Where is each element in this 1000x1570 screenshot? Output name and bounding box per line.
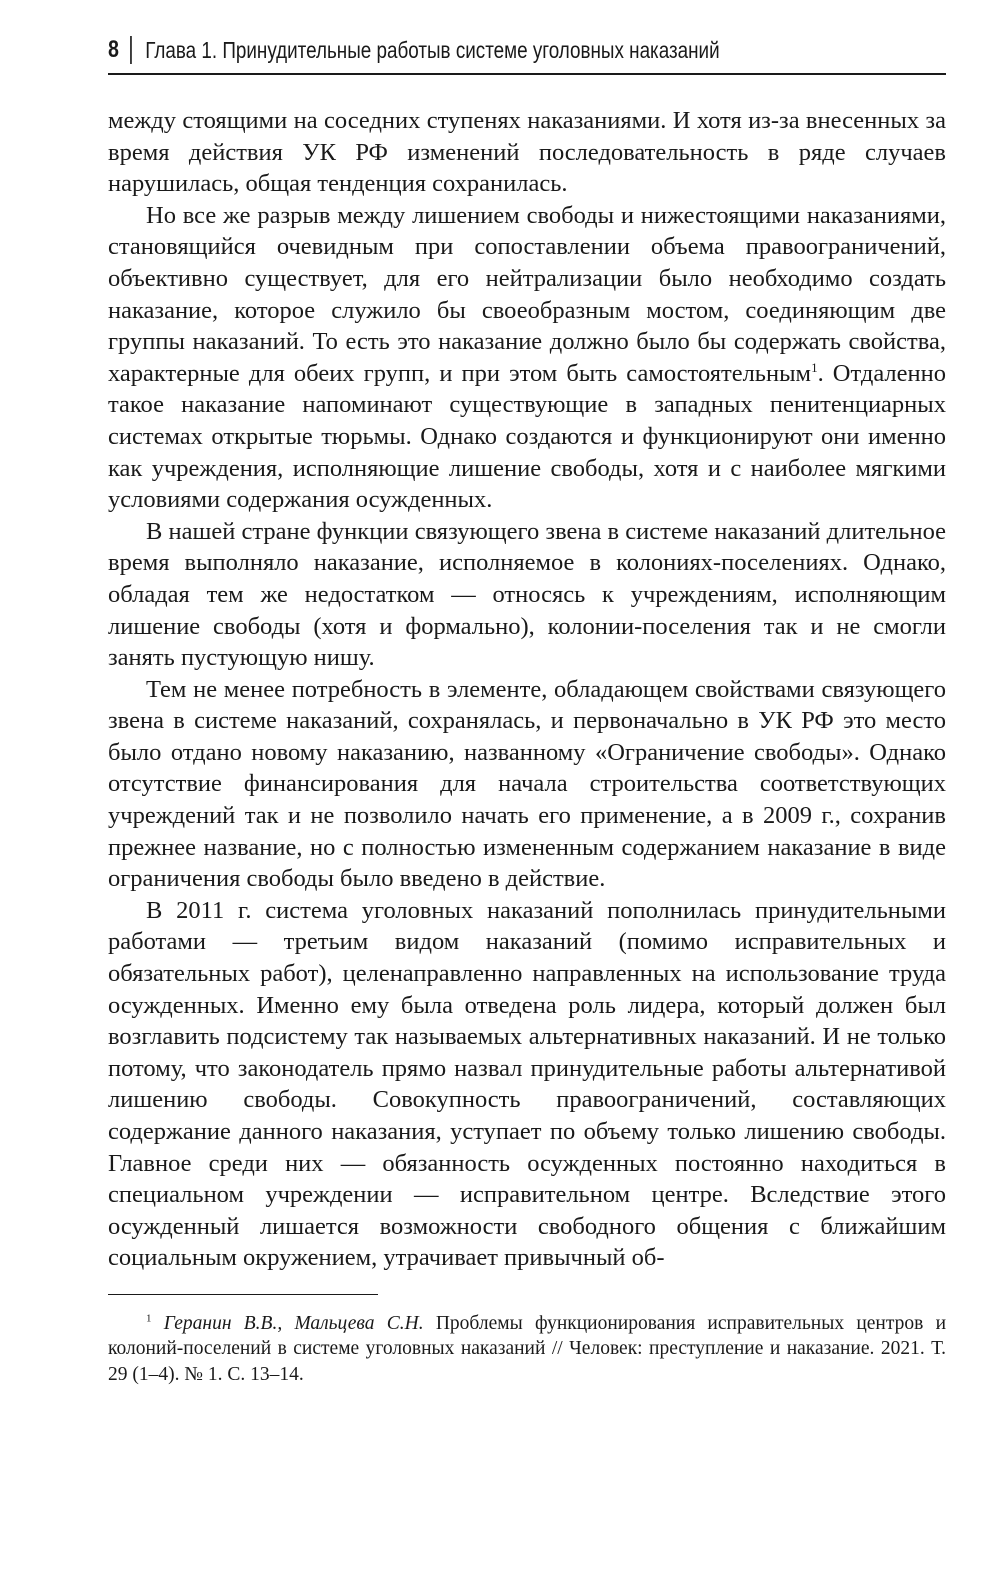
paragraph-3: В нашей стране функции связующего звена в системе наказаний длительное время выполняло наказание, исполняемое в колониях-поселениях. Однако, обладая тем же недостатком — относясь к учреждениям, исполняющим лишение свободы (хотя и формально), колонии-поселения так и не смогли занять пустующую нишу. — [108, 517, 946, 672]
running-header — [108, 30, 795, 70]
paragraph-2-head: Но все же разрыв между лишением свободы и нижестоящими наказаниями, становящийся очевидным при сопоставлении объема правоограничений, объективно существует, для его нейтрализации было необходимо создать наказание, которое служило бы своеобразным мостом, соединяющим две группы наказаний. То есть это наказание должно было бы содержать свойства, характерные для обеих групп, и при этом быть самостоятельным — [108, 201, 946, 387]
paragraph-5: В 2011 г. система уголовных наказаний пополнилась принудительными работами — третьим видом наказаний (помимо исправительных и обязательных работ), целенаправленно направленных на использование труда осужденных. Именно ему была отведена роль лидера, который должен был возглавить подсистему так называемых альтернативных наказаний. И не только потому, что законодатель прямо назвал принудительные работы альтернативой лишению свободы. Совокупность правоограничений, составляющих содержание данного наказания, уступает по объему только лишению свободы. Главное среди них — обязанность осужденных постоянно находиться в специальном учреждении — исправительном центре. Вследствие этого осужденный лишается возможности свободного общения с ближайшим социальным окружением, утрачивает привычный об- — [108, 896, 946, 1272]
footnote-rule — [108, 1294, 378, 1295]
footnote — [108, 1311, 946, 1388]
page-number: 8 — [108, 36, 119, 63]
paragraph-2-tail: . Отдаленно такое наказание напоминают существующие в западных пенитенциарных системах открытые тюрьмы. Однако создаются и функционируют они именно как учреждения, исполняющие лишение свободы, хотя и с наиболее мягкими условиями содержания осужденных. — [108, 359, 946, 514]
footnote-ref[interactable]: 1 — [811, 359, 818, 375]
header-rule — [108, 73, 946, 75]
book-page — [108, 30, 946, 1387]
footnote-marker: 1 — [146, 1312, 152, 1325]
header-separator — [130, 36, 132, 64]
body-text — [108, 105, 946, 1274]
paragraph-1: между стоящими на соседних ступенях наказаниями. И хотя из-за внесенных за время действия УК РФ изменений последовательность в ряде случаев нарушилась, общая тенденция сохранилась. — [108, 107, 946, 198]
footnote-text: Проблемы функционирования исправительных центров и колоний-поселений в системе уголовных наказаний // Человек: преступление и наказание. 2021. Т. 29 (1–4). № 1. С. 13–14. — [108, 1312, 947, 1385]
footnote-authors: Геранин В.В., Мальцева С.Н. — [163, 1312, 424, 1334]
chapter-title: Глава 1. Принудительные работыв системе уголовных наказаний — [145, 36, 720, 63]
paragraph-2 — [108, 200, 946, 516]
paragraph-4: Тем не менее потребность в элементе, обладающем свойствами связующего звена в системе наказаний, сохранялась, и первоначально в УК РФ это место было отдано новому наказанию, названному «Ограничение свободы». Однако отсутствие финансирования для начала строительства соответствующих учреждений так и не позволило начать его применение, а в 2009 г., сохранив прежнее название, но с полностью измененным содержанием наказание в виде ограничения свободы было введено в действие. — [108, 675, 946, 893]
